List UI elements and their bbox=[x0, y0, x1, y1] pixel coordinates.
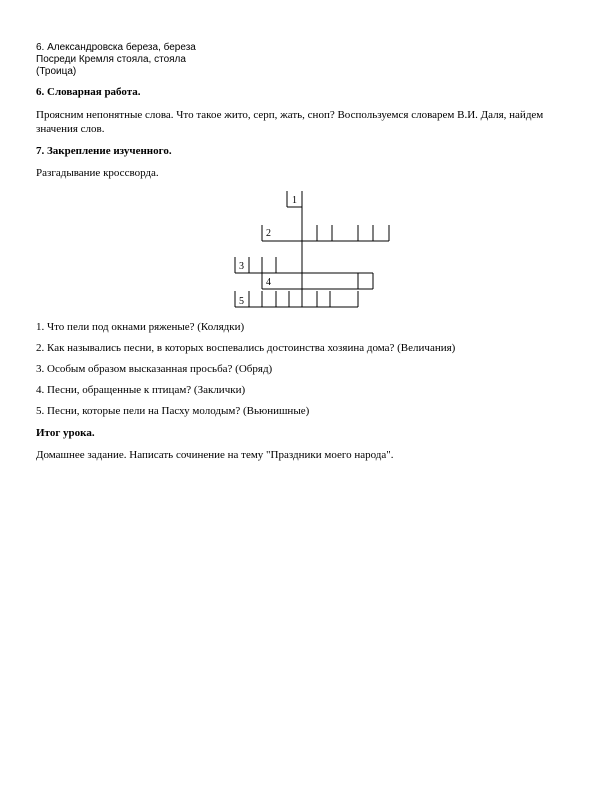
section-6-text: Проясним непонятные слова. Что такое жито, серп, жать, сноп? Воспользуемся словарем В.И. Даля, найдем значения слов. bbox=[36, 109, 544, 135]
poem-line-3: (Троица) bbox=[36, 66, 77, 77]
poem-line-1: 6. Александровска береза, береза bbox=[36, 42, 196, 53]
question-5: 5. Песни, которые пели на Пасху молодым? (Вьюнишные) bbox=[36, 405, 310, 417]
clue-number-4: 4 bbox=[266, 277, 271, 288]
question-4: 4. Песни, обращенные к птицам? (Заклички) bbox=[36, 384, 246, 396]
clue-number-1: 1 bbox=[292, 195, 297, 206]
summary-heading: Итог урока. bbox=[36, 427, 95, 439]
question-1: 1. Что пели под окнами ряженые? (Колядки) bbox=[36, 321, 245, 333]
section-7-intro: Разгадывание кроссворда. bbox=[36, 167, 159, 179]
question-2: 2. Как назывались песни, в которых воспевались достоинства хозяина дома? (Величания) bbox=[36, 342, 456, 354]
section-7-heading: 7. Закрепление изученного. bbox=[36, 145, 172, 157]
clue-number-3: 3 bbox=[239, 261, 244, 272]
poem-line-2: Посреди Кремля стояла, стояла bbox=[36, 54, 186, 65]
homework-text: Домашнее задание. Написать сочинение на тему "Праздники моего народа". bbox=[36, 449, 394, 461]
clue-number-2: 2 bbox=[266, 228, 271, 239]
clue-number-5: 5 bbox=[239, 296, 244, 307]
question-3: 3. Особым образом высказанная просьба? (Обряд) bbox=[36, 363, 273, 375]
section-6-heading: 6. Словарная работа. bbox=[36, 86, 141, 98]
